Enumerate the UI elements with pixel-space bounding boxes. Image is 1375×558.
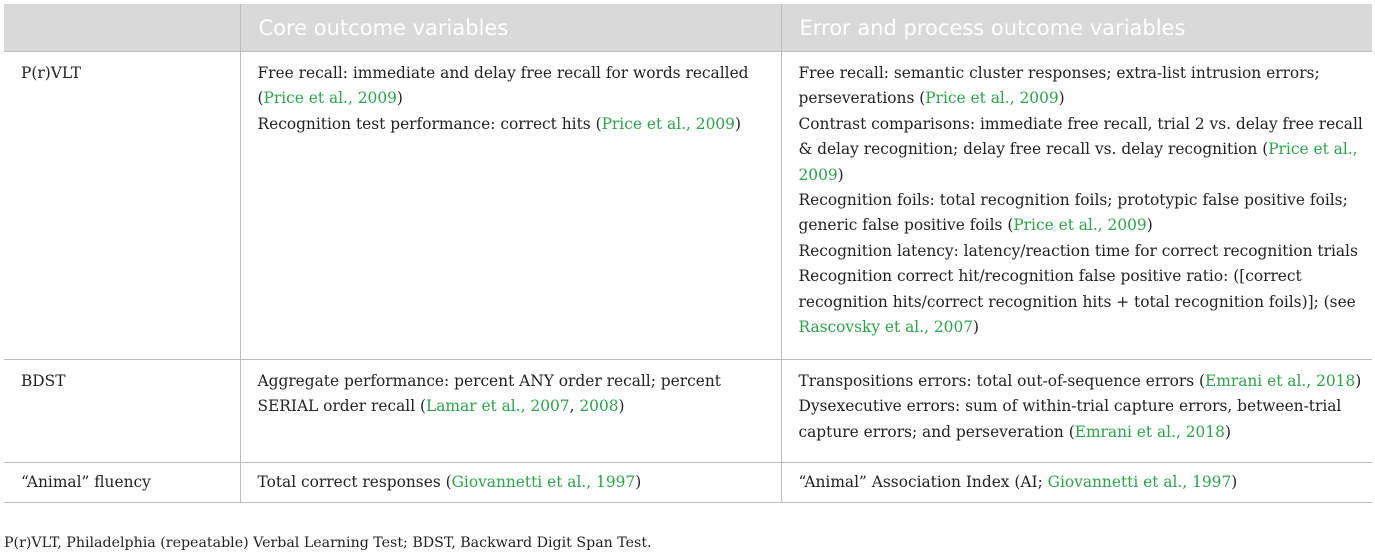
error-outcome-cell: [781, 52, 1372, 360]
table-row: [4, 463, 1372, 503]
citation-link[interactable]: Price et al., 2009: [925, 89, 1059, 108]
entry: Recognition foils: total recognition foils; prototypic false positive foils; generic false positive foils (Price et al., 2009): [798, 191, 1348, 235]
header-error-process: Error and process outcome variables: [781, 4, 1372, 52]
citation-link[interactable]: Price et al., 2009: [601, 114, 735, 133]
core-outcome-cell: [240, 360, 781, 463]
error-outcome-cell: [781, 360, 1372, 463]
citation-link[interactable]: 2008: [579, 397, 619, 416]
header-test: [4, 4, 240, 52]
entry: Contrast comparisons: immediate free recall, trial 2 vs. delay free recall & delay recognition; delay free recall vs. delay recognition (Price et al., 2009): [798, 114, 1363, 184]
citation-link[interactable]: Giovannetti et al., 1997: [451, 473, 636, 491]
citation-link[interactable]: Rascovsky et al., 2007: [798, 318, 974, 337]
citation-link[interactable]: Lamar et al., 2007: [426, 397, 570, 416]
entry: Free recall: semantic cluster responses; extra-list intrusion errors; perseverations (Price et al., 2009): [798, 64, 1320, 108]
citation-link[interactable]: Giovannetti et al., 1997: [1047, 473, 1232, 491]
citation-link[interactable]: Price et al., 2009: [263, 89, 397, 108]
table-row: [4, 360, 1372, 463]
entry: Recognition correct hit/recognition false positive ratio: ([correct recognition hits/correct recognition hits + total recognition foils)]; (see Rascovsky et al., 2007): [798, 267, 1356, 337]
test-name-cell: BDST: [4, 360, 240, 463]
outcome-table: [4, 4, 1372, 503]
core-outcome-cell: [240, 463, 781, 503]
entry: Recognition test performance: correct hits (Price et al., 2009): [257, 114, 741, 133]
citation-link[interactable]: Emrani et al., 2018: [1074, 422, 1225, 441]
error-outcome-cell: [781, 463, 1372, 503]
entry: “Animal” Association Index (AI; Giovannetti et al., 1997): [798, 473, 1238, 491]
test-name-cell: “Animal” fluency: [4, 463, 240, 503]
test-name-cell: P(r)VLT: [4, 52, 240, 360]
core-outcome-cell: [240, 52, 781, 360]
entry: Aggregate performance: percent ANY order recall; percent SERIAL order recall (Lamar et al., 2007, 2008): [257, 372, 721, 416]
citation-link[interactable]: Emrani et al., 2018: [1205, 372, 1356, 390]
header-core-outcome: Core outcome variables: [240, 4, 781, 52]
citation-link[interactable]: Price et al., 2009: [1013, 216, 1147, 235]
entry: Transpositions errors: total out-of-sequence errors (Emrani et al., 2018): [798, 372, 1362, 390]
entry: Free recall: immediate and delay free recall for words recalled (Price et al., 2009): [257, 64, 749, 108]
table-footnote: P(r)VLT, Philadelphia (repeatable) Verbal Learning Test; BDST, Backward Digit Span Test.: [4, 535, 652, 551]
header-row: [4, 4, 1372, 52]
citation-link[interactable]: Price et al., 2009: [798, 140, 1358, 184]
entry: Total correct responses (Giovannetti et al., 1997): [257, 473, 642, 491]
entry: Recognition latency: latency/reaction time for correct recognition trials: [798, 241, 1358, 260]
table-row: [4, 52, 1372, 360]
entry: Dysexecutive errors: sum of within-trial capture errors, between-trial capture errors; and perseveration (Emrani et al., 2018): [798, 397, 1342, 441]
